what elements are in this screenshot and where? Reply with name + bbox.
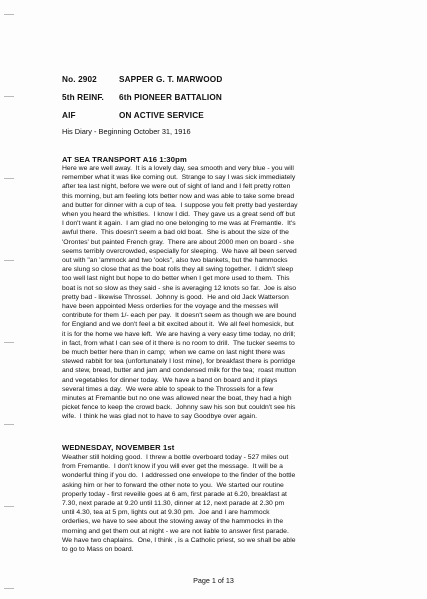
header-row-service-number xyxy=(62,73,402,86)
text-line: have been appointed Mess orderlies for the voyage and the messes will xyxy=(62,303,279,311)
text-line: 7.30, next parade at 9.20 until 11.30, dinner at 12, next parade at 2.30 pm xyxy=(62,500,285,508)
header-row-service xyxy=(62,109,402,122)
text-line: after tea last night, before we were out of sight of land and I felt pretty rotten xyxy=(62,183,291,191)
text-line: in fact, from what I can see of it there is no room to drill. The tucker seems to xyxy=(62,339,295,347)
binding-mark xyxy=(4,342,14,343)
text-line: picket fence to keep the crowd back. Johnny saw his son but couldn't see his xyxy=(62,404,296,412)
text-line: contribute for them 1/- each per pay. It doesn't seem as though we are bound xyxy=(62,312,297,320)
text-line: be much better here than in camp; when we came on last night there was xyxy=(62,349,286,357)
soldier-name: SAPPER G. T. MARWOOD xyxy=(119,75,223,84)
text-line: and stew, bread, butter and jam and condensed milk for the tea; roast mutton xyxy=(62,367,297,375)
section-body-november-1st xyxy=(62,453,400,554)
text-line: this morning, but am feeling lots better now and was able to take some bread xyxy=(62,192,295,200)
text-line: remember what it was like coming out. Strange to say I was sick immediately xyxy=(62,174,296,182)
battalion: 6th PIONEER BATTALION xyxy=(119,93,222,102)
service-status: ON ACTIVE SERVICE xyxy=(119,111,204,120)
binding-mark xyxy=(4,588,14,589)
text-line: pretty bad - likewise Throssel. Johnny is good. He and old Jack Watterson xyxy=(62,293,289,301)
text-line: I don't want it again. I am glad no one belonging to me was at Fremantle. It's xyxy=(62,220,296,228)
text-line: We have two chaplains. One, I think , is a Catholic priest, so we shall be able xyxy=(62,536,296,544)
text-line: out with "an 'ammock and two 'ooks", also two blankets, but the hammocks xyxy=(62,257,288,265)
text-line: boat is not so slow as they said - she is averaging 12 knots so far. Joe is also xyxy=(62,284,297,292)
reinforcement: 5th REINF. xyxy=(62,93,104,102)
text-line: seems terribly overcrowded, especially for sleeping. We have all been served xyxy=(62,247,297,255)
text-line: properly today - first reveille goes at 6 am, first parade at 6.20, breakfast at xyxy=(62,490,287,498)
page-number: Page 1 of 13 xyxy=(193,576,234,585)
section-heading-november-1st: WEDNESDAY, NOVEMBER 1st xyxy=(62,443,175,452)
text-line: orderlies, we have to see about the stowing away of the hammocks in the xyxy=(62,518,284,526)
text-line: wife. I think he was glad not to have to say Goodbye over again. xyxy=(62,413,258,421)
text-line: awful there. This doesn't seem a bad old boat. She is about the size of the xyxy=(62,229,289,237)
binding-mark xyxy=(4,260,14,261)
section-body-at-sea xyxy=(62,164,400,422)
binding-mark xyxy=(4,96,14,97)
text-line: morning and get them out at night - we are not liable to answer first parade. xyxy=(62,527,289,535)
text-line: and butter for dinner with a cup of tea. I suppose you felt pretty bad yesterday xyxy=(62,201,298,209)
text-line: wonderful thing if you do. I addressed one envelope to the finder of the bottle xyxy=(62,472,296,480)
text-line: until 4.30, tea at 5 pm, lights out at 9.30 pm. Joe and I are hammock xyxy=(62,509,270,517)
text-line: from Fremantle. I don't know if you will ever get the message. It will be a xyxy=(62,463,283,471)
text-line: too well last night but hope to do better when I get more used to them. This xyxy=(62,275,290,283)
binding-mark xyxy=(4,178,14,179)
text-line: and vegetables for dinner today. We have a band on board and it plays xyxy=(62,376,278,384)
text-line: for England and we don't feel a bit excited about it. We all feel homesick, but xyxy=(62,321,294,329)
text-line: are slung so close that as the boat rolls they all swing together. I didn't sleep xyxy=(62,266,294,274)
text-line: Here we are well away. It is a lovely day, sea smooth and very blue - you will xyxy=(62,165,294,172)
letter-header xyxy=(62,73,402,122)
force: AIF xyxy=(62,111,76,120)
text-line: stewed rabbit for tea (unfortunately I lost mine), for breakfast there is porridge xyxy=(62,358,296,366)
text-line: 'Orontes' but painted French gray. There are about 2000 men on board - she xyxy=(62,238,295,246)
diary-subtitle: His Diary - Beginning October 31, 1916 xyxy=(62,127,191,136)
text-line: minutes at Fremantle but no one was allowed near the boat, they had a high xyxy=(62,395,292,403)
binding-mark xyxy=(4,424,14,425)
service-number: No. 2902 xyxy=(62,75,97,84)
text-line: to go to Mass on board. xyxy=(62,546,134,554)
text-line: several times a day. We were able to speak to the Throssels for a few xyxy=(62,385,274,393)
text-line: when you heard the whistles. I know I did. They gave us a great send off but xyxy=(62,211,296,219)
text-line: it is for the home we have left. We are having a very easy time today, no drill; xyxy=(62,330,296,338)
text-line: asking him or her to forward the other note to you. We started our routine xyxy=(62,481,284,489)
binding-marks xyxy=(4,0,14,599)
header-row-unit xyxy=(62,91,402,104)
section-heading-at-sea: AT SEA TRANSPORT A16 1:30pm xyxy=(62,155,187,164)
binding-mark xyxy=(4,506,14,507)
binding-mark xyxy=(4,14,14,15)
text-line: Weather still holding good. I threw a bottle overboard today - 527 miles out xyxy=(62,454,289,461)
